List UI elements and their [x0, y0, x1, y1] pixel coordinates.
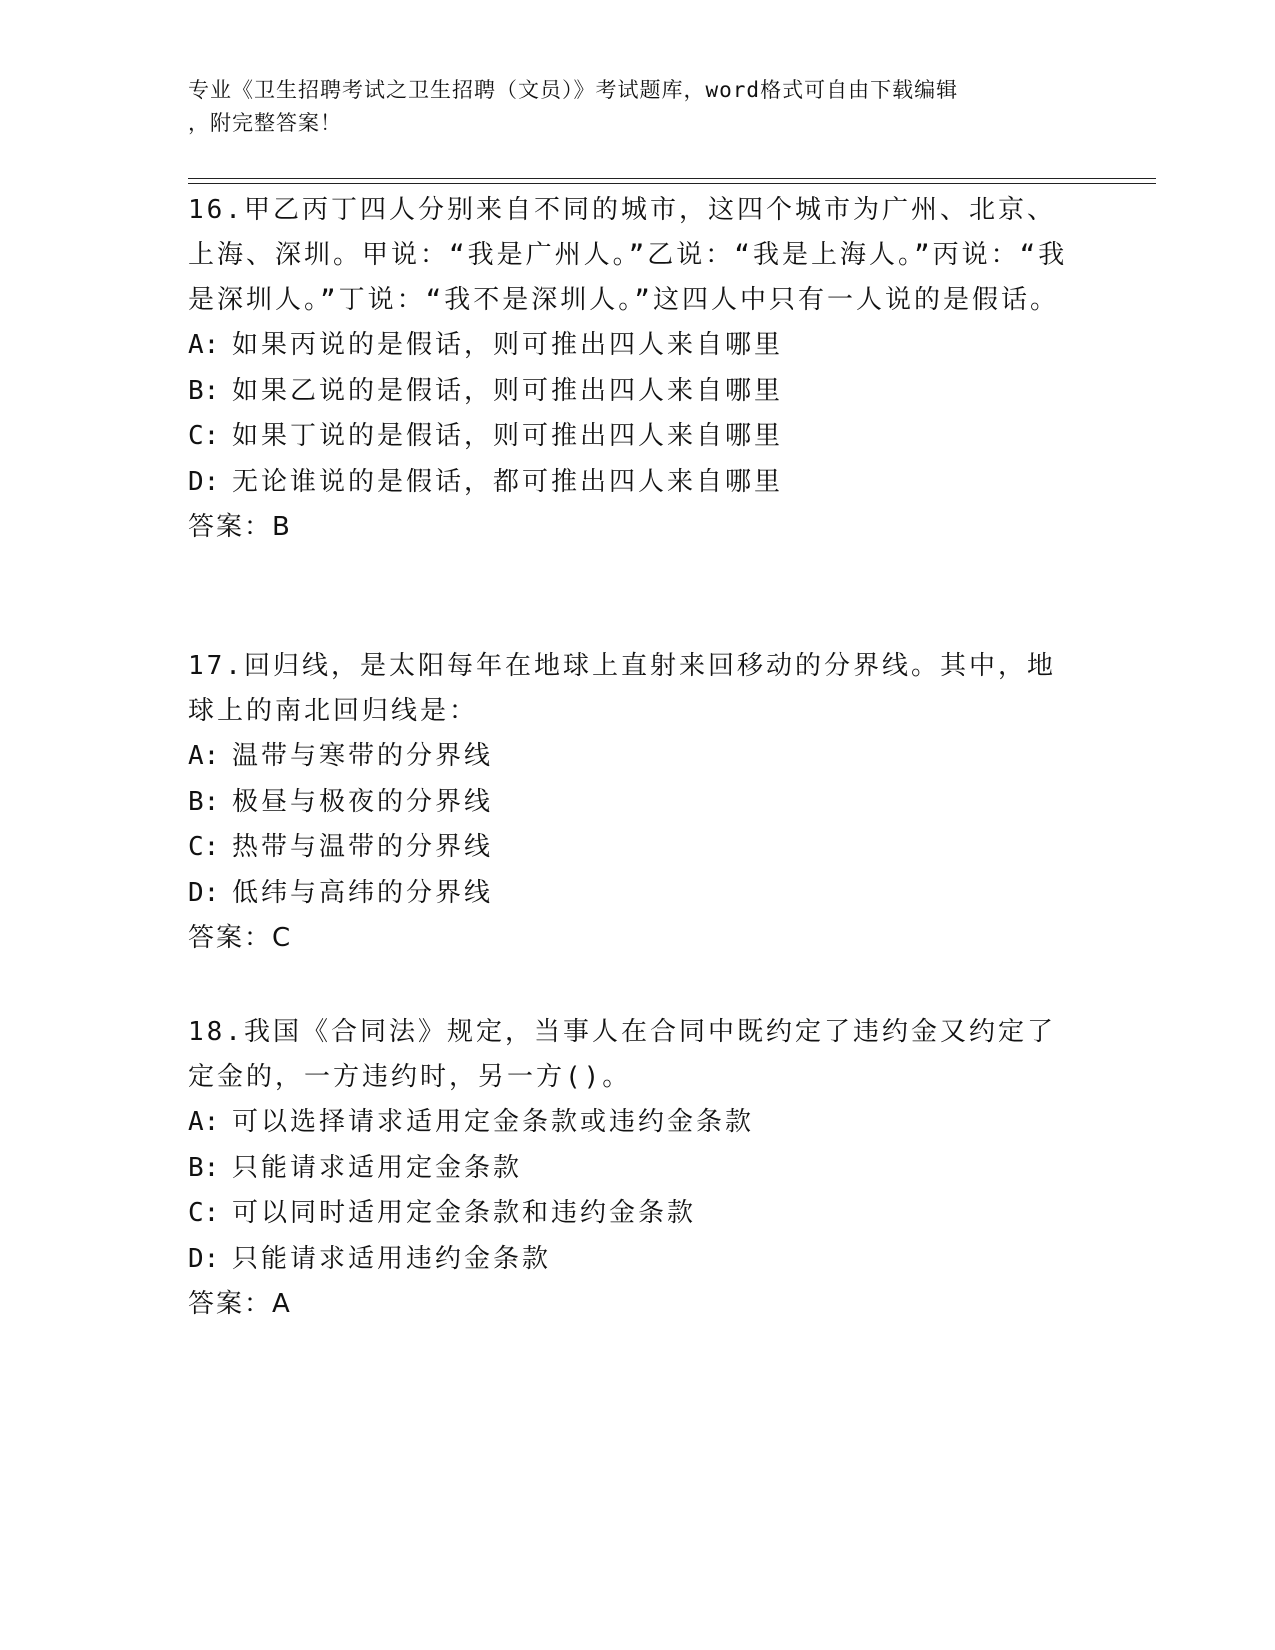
header-line-1: 专业《卫生招聘考试之卫生招聘（文员）》考试题库，word格式可自由下载编辑	[188, 78, 959, 102]
question-18	[188, 1010, 1078, 1327]
question-stem: 16.甲乙丙丁四人分别来自不同的城市，这四个城市为广州、北京、上海、深圳。甲说：“我是广州人。”乙说：“我是上海人。”丙说：“我是深圳人。”丁说：“我不是深圳人。”这四人中只有一人说的是假话。	[188, 195, 1068, 315]
option-a	[188, 1100, 1078, 1146]
header-divider-bottom	[188, 183, 1156, 184]
option-text: 只能请求适用定金条款	[232, 1152, 523, 1183]
option-a	[188, 734, 1078, 780]
option-text: 无论谁说的是假话，都可推出四人来自哪里	[232, 466, 784, 497]
option-d	[188, 871, 1078, 917]
option-letter: B:	[188, 786, 220, 817]
option-letter: C:	[188, 1198, 220, 1228]
option-text: 如果丁说的是假话，则可推出四人来自哪里	[232, 421, 784, 451]
option-letter: A:	[188, 741, 220, 771]
option-b	[188, 780, 1078, 826]
question-stem: 17.回归线，是太阳每年在地球上直射来回移动的分界线。其中，地球上的南北回归线是：	[188, 651, 1056, 726]
option-d	[188, 460, 1078, 506]
option-letter: B:	[188, 1152, 220, 1183]
option-text: 只能请求适用违约金条款	[232, 1243, 552, 1274]
option-d	[188, 1237, 1078, 1283]
question-stem: 18.我国《合同法》规定，当事人在合同中既约定了违约金又约定了定金的，一方违约时，另一方()。	[188, 1017, 1056, 1092]
header-divider-top	[188, 178, 1156, 179]
option-letter: A:	[188, 1107, 220, 1137]
option-c	[188, 1191, 1078, 1237]
option-letter: C:	[188, 832, 220, 862]
answer-line: 答案：A	[188, 1289, 292, 1319]
header-line-2: ，附完整答案！	[188, 111, 342, 135]
option-letter: D:	[188, 1243, 220, 1274]
option-letter: C:	[188, 421, 220, 451]
option-text: 如果丙说的是假话，则可推出四人来自哪里	[232, 330, 784, 360]
option-letter: D:	[188, 877, 220, 908]
option-a	[188, 323, 1078, 369]
option-text: 热带与温带的分界线	[232, 832, 494, 862]
option-c	[188, 825, 1078, 871]
option-text: 温带与寒带的分界线	[232, 741, 494, 771]
option-letter: D:	[188, 466, 220, 497]
option-letter: B:	[188, 375, 220, 406]
question-17	[188, 644, 1078, 961]
option-text: 可以同时适用定金条款和违约金条款	[232, 1198, 697, 1228]
answer-line: 答案：B	[188, 512, 292, 542]
document-header	[188, 74, 1068, 140]
option-text: 如果乙说的是假话，则可推出四人来自哪里	[232, 375, 784, 406]
option-text: 可以选择请求适用定金条款或违约金条款	[232, 1107, 755, 1137]
option-c	[188, 414, 1078, 460]
option-letter: A:	[188, 330, 220, 360]
question-16	[188, 188, 1078, 550]
option-text: 极昼与极夜的分界线	[232, 786, 494, 817]
option-text: 低纬与高纬的分界线	[232, 877, 494, 908]
option-b	[188, 369, 1078, 415]
option-b	[188, 1146, 1078, 1192]
answer-line: 答案：C	[188, 923, 293, 953]
